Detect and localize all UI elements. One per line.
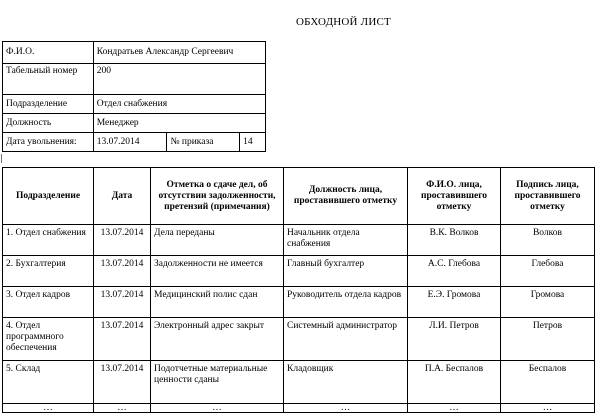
cell-department: 2. Бухгалтерия [3,256,94,287]
cell-date: 13.07.2014 [94,225,151,256]
table-row [3,318,595,361]
table-row [3,404,595,413]
paragraph-marker [1,154,5,163]
cell-position: … [284,404,408,413]
cell-signature: Беспалов [501,361,595,404]
order-number-label: № приказа [167,133,240,152]
cell-note: Электронный адрес закрыт [151,318,284,361]
cell-signature: … [501,404,595,413]
cell-note: … [151,404,284,413]
tab-number-value: 200 [93,64,265,95]
cell-note: Медицинский полис сдан [151,287,284,318]
fio-label: Ф.И.О. [3,42,94,64]
cell-note: Задолженности не имеется [151,256,284,287]
cell-department: 1. Отдел снабжения [3,225,94,256]
cell-department: 3. Отдел кадров [3,287,94,318]
cell-position: Системный администратор [284,318,408,361]
cell-fio: … [408,404,501,413]
header-note: Отметка о сдаче дел, об отсутствии задолженности, претензий (примечания) [151,168,284,225]
cell-date: 13.07.2014 [94,318,151,361]
clearance-table [2,167,595,413]
header-signature: Подпись лица, проставившего отметку [501,168,595,225]
table-row [3,225,595,256]
cell-signature: Громова [501,287,595,318]
order-number-value: 14 [240,133,266,152]
cell-signature: Глебова [501,256,595,287]
cell-signature: Волков [501,225,595,256]
document-title: ОБХОДНОЙ ЛИСТ [296,16,391,28]
tab-number-label: Табельный номер [3,64,94,95]
table-row [3,361,595,404]
cell-department: 5. Склад [3,361,94,404]
department-label: Подразделение [3,95,94,114]
dismissal-date-value: 13.07.2014 [93,133,167,152]
header-position: Должность лица, проставившего отметку [284,168,408,225]
cell-department: … [3,404,94,413]
cell-date: 13.07.2014 [94,256,151,287]
table-row [3,287,595,318]
cell-fio: Л.И. Петров [408,318,501,361]
header-department: Подразделение [3,168,94,225]
header-date: Дата [94,168,151,225]
table-row [3,256,595,287]
fio-value: Кондратьев Александр Сергеевич [93,42,265,64]
cell-date: 13.07.2014 [94,287,151,318]
cell-position: Руководитель отдела кадров [284,287,408,318]
cell-date: 13.07.2014 [94,361,151,404]
cell-fio: П.А. Беспалов [408,361,501,404]
position-value: Менеджер [93,114,265,133]
dismissal-date-label: Дата увольнения: [3,133,94,152]
cell-position: Главный бухгалтер [284,256,408,287]
department-value: Отдел снабжения [93,95,265,114]
cell-fio: Е.Э. Громова [408,287,501,318]
cell-fio: В.К. Волков [408,225,501,256]
cell-department: 4. Отдел программного обеспечения [3,318,94,361]
cell-note: Подотчетные материальные ценности сданы [151,361,284,404]
cell-date: … [94,404,151,413]
cell-note: Дела переданы [151,225,284,256]
employee-info-table [2,41,266,152]
cell-fio: А.С. Глебова [408,256,501,287]
cell-position: Кладовщик [284,361,408,404]
header-fio: Ф.И.О. лица, проставившего отметку [408,168,501,225]
cell-signature: Петров [501,318,595,361]
position-label: Должность [3,114,94,133]
cell-position: Начальник отдела снабжения [284,225,408,256]
